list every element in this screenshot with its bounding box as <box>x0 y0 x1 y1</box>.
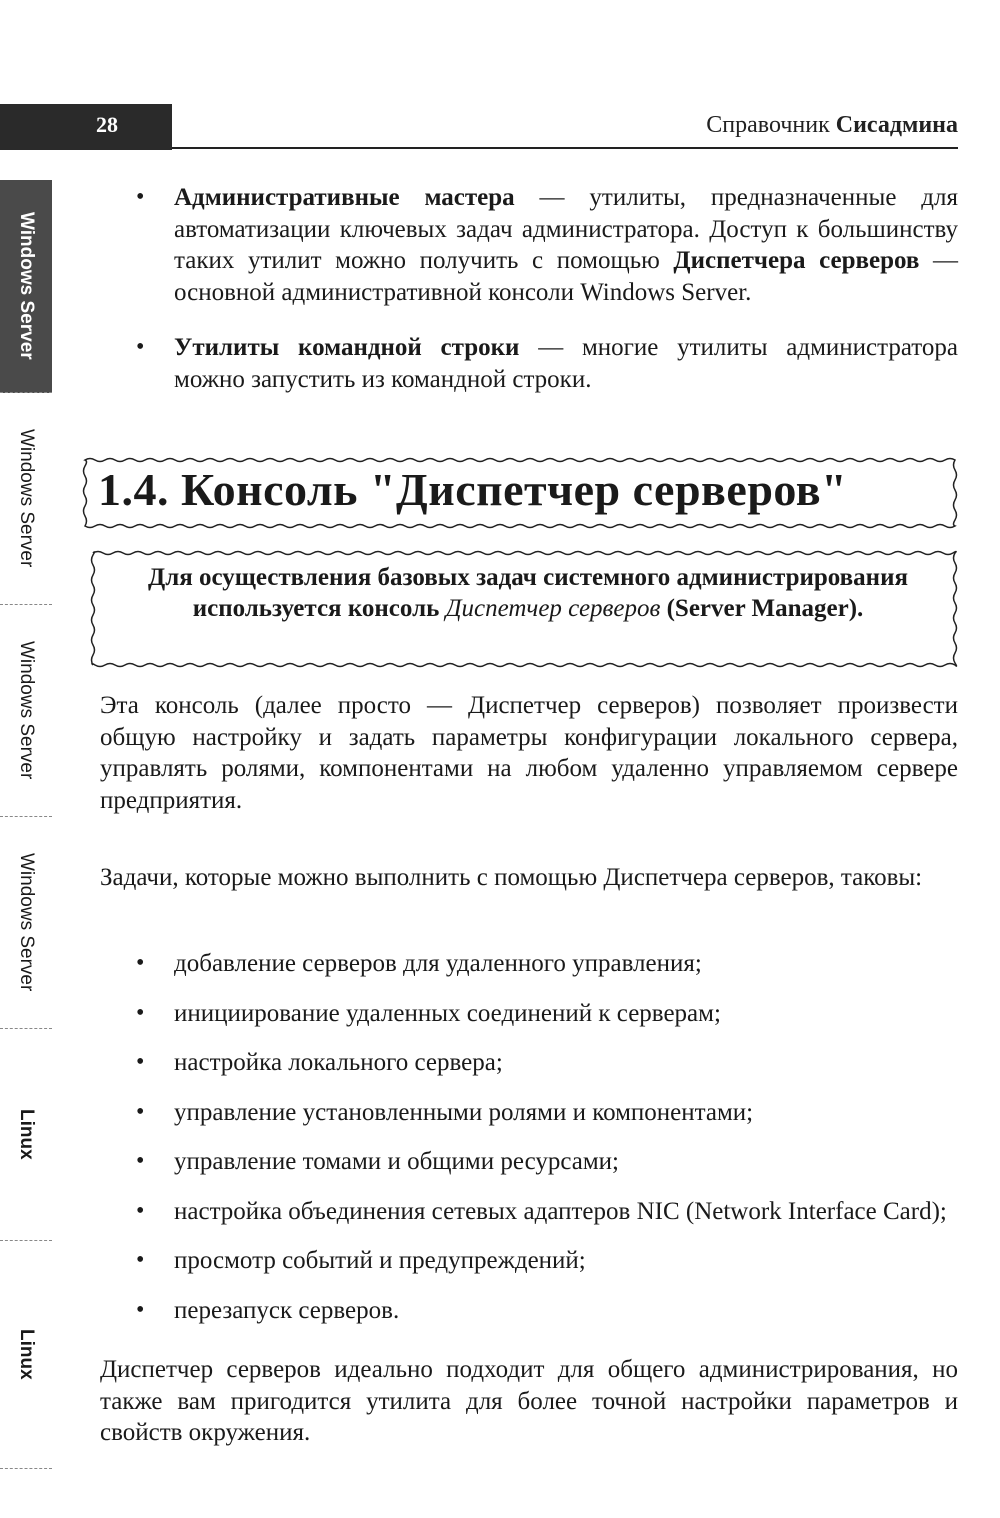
running-head-bold: Сисадмина <box>835 112 958 138</box>
side-tab-windows-server-active[interactable]: Windows Server <box>0 180 52 393</box>
list-item: • управление томами и общими ресурсами; <box>100 1146 958 1178</box>
list-item: • добавление серверов для удаленного управления; <box>100 948 958 980</box>
page-number: 28 <box>96 112 118 137</box>
task-list <box>100 948 958 1344</box>
paragraph-3: Диспетчер серверов идеально подходит для общего администрирования, но также вам пригодится утилита для более точной настройки параметров и свойств окружения. <box>100 1356 958 1446</box>
list-item: • настройка локального сервера; <box>100 1047 958 1079</box>
side-tab-windows-server[interactable]: Windows Server <box>0 604 52 817</box>
side-tab-linux[interactable]: Linux <box>0 1240 52 1469</box>
side-tab-windows-server[interactable]: Windows Server <box>0 816 52 1029</box>
running-head <box>706 112 958 139</box>
header-rule <box>172 147 958 149</box>
list-item: • инициирование удаленных соединений к серверам; <box>100 998 958 1030</box>
note-box <box>88 548 960 670</box>
section-heading-box <box>80 455 960 531</box>
header-bar <box>0 104 172 150</box>
list-item: • Утилиты командной строки — многие утилиты администратора можно запустить из командной строки. <box>100 332 958 395</box>
side-tab-windows-server[interactable]: Windows Server <box>0 392 52 605</box>
section-heading: 1.4. Консоль "Диспетчер серверов" <box>98 464 848 515</box>
side-tab-linux[interactable]: Linux <box>0 1028 52 1241</box>
list-item: • перезапуск серверов. <box>100 1295 958 1327</box>
intro-bullets <box>100 182 958 395</box>
list-item: • просмотр событий и предупреждений; <box>100 1245 958 1277</box>
list-item: • управление установленными ролями и компонентами; <box>100 1097 958 1129</box>
running-head-regular: Справочник <box>706 112 836 138</box>
list-item: • Административные мастера — утилиты, предназначенные для автоматизации ключевых задач администратора. Доступ к большинству таких утилит можно получить с помощью Диспетчера серверов — основной административной консоли Windows Server. <box>100 182 958 308</box>
list-item: • настройка объединения сетевых адаптеров NIC (Network Interface Card); <box>100 1196 958 1228</box>
note-text: Для осуществления базовых задач системного администрирования используется консоль Диспетчер серверов (Server Manager). <box>148 564 908 622</box>
paragraph-2: Задачи, которые можно выполнить с помощью Диспетчера серверов, таковы: <box>100 864 923 891</box>
paragraph-1: Эта консоль (далее просто — Диспетчер серверов) позволяет произвести общую настройку и задать параметры конфигурации локального сервера, управлять ролями, компонентами на любом удаленно управляемом сервере предприятия. <box>100 692 958 814</box>
